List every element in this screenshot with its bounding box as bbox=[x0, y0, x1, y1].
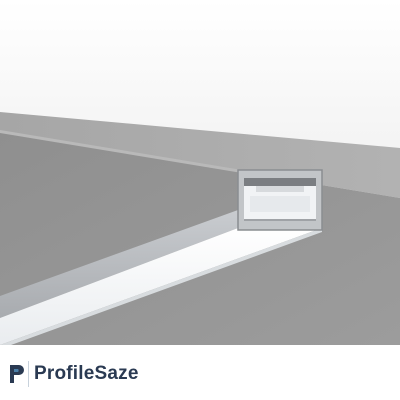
mounting-channel bbox=[244, 178, 316, 186]
reflector bbox=[250, 196, 310, 212]
brand-footer bbox=[0, 345, 400, 400]
led-strip bbox=[256, 186, 304, 192]
profile-cross-section bbox=[238, 170, 322, 230]
brand-name: ProfileSaze bbox=[34, 363, 139, 384]
logo-divider bbox=[28, 361, 29, 387]
profilesaze-logo-icon bbox=[8, 363, 24, 385]
